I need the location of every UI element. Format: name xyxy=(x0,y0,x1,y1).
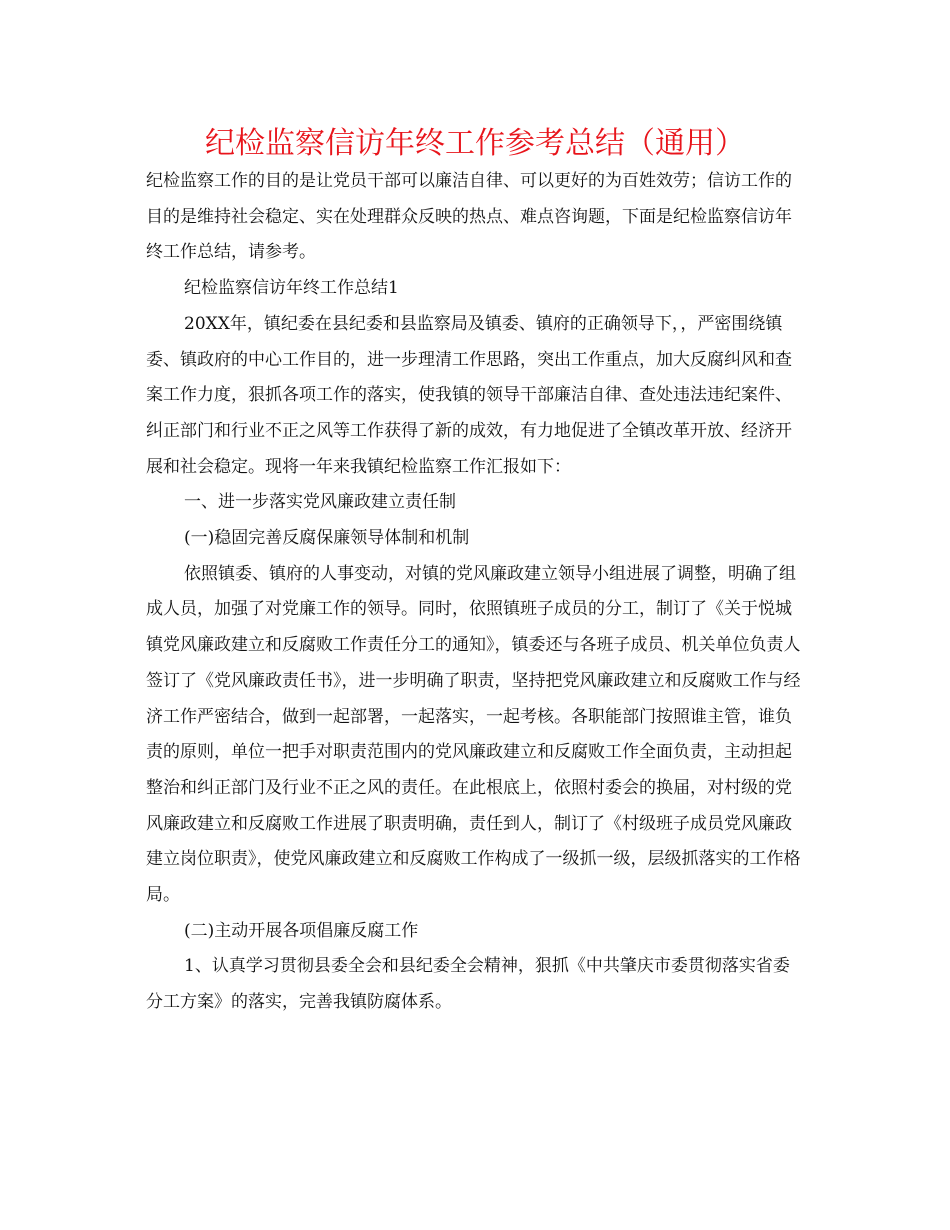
intro-paragraph: 纪检监察工作的目的是让党员干部可以廉洁自律、可以更好的为百姓效劳；信访工作的目的是维持社会稳定、实在处理群众反映的热点、难点咨询题，下面是纪检监察信访年终工作总结，请参考。 xyxy=(146,171,792,263)
document-title: 纪检监察信访年终工作参考总结（通用） xyxy=(205,126,745,161)
body-paragraph: 1、认真学习贯彻县委全会和县纪委全会精神，狠抓《中共肇庆市委贯彻落实省委分工方案》的落实，完善我镇防腐体系。 xyxy=(146,956,790,1013)
subsection-heading: (二)主动开展各项倡廉反腐工作 xyxy=(184,920,419,941)
document-body xyxy=(146,164,804,1021)
section-heading: 一、进一步落实党风廉政建立责任制 xyxy=(184,492,456,513)
body-paragraph: 20XX年，镇纪委在县纪委和县监察局及镇委、镇府的正确领导下，，严密围绕镇委、镇政府的中心工作目的，进一步理清工作思路，突出工作重点，加大反腐纠风和查案工作力度，狠抓各项工作的落实，使我镇的领导干部廉洁自律、查处违法违纪案件、纠正部门和行业不正之风等工作获得了新的成效，有力地促进了全镇改革开放、经济开展和社会稳定。现将一年来我镇纪检监察工作汇报如下： xyxy=(146,313,792,477)
body-paragraph: 依照镇委、镇府的人事变动，对镇的党风廉政建立领导小组进展了调整，明确了组成人员，加强了对党廉工作的领导。同时，依照镇班子成员的分工，制订了《关于悦城镇党风廉政建立和反腐败工作责任分工的通知》，镇委还与各班子成员、机关单位负责人签订了《党风廉政责任书》，进一步明确了职责，坚持把党风廉政建立和反腐败工作与经济工作严密结合，做到一起部署，一起落实，一起考核。各职能部门按照谁主管，谁负责的原则，单位一把手对职责范围内的党风廉政建立和反腐败工作全面负责，主动担起整治和纠正部门及行业不正之风的责任。在此根底上，依照村委会的换届，对村级的党风廉政建立和反腐败工作进展了职责明确，责任到人，制订了《村级班子成员党风廉政建立岗位职责》，使党风廉政建立和反腐败工作构成了一级抓一级，层级抓落实的工作格局。 xyxy=(146,563,801,906)
subsection-heading: (一)稳固完善反腐保廉领导体制和机制 xyxy=(184,528,470,549)
section-heading: 纪检监察信访年终工作总结1 xyxy=(184,278,399,299)
